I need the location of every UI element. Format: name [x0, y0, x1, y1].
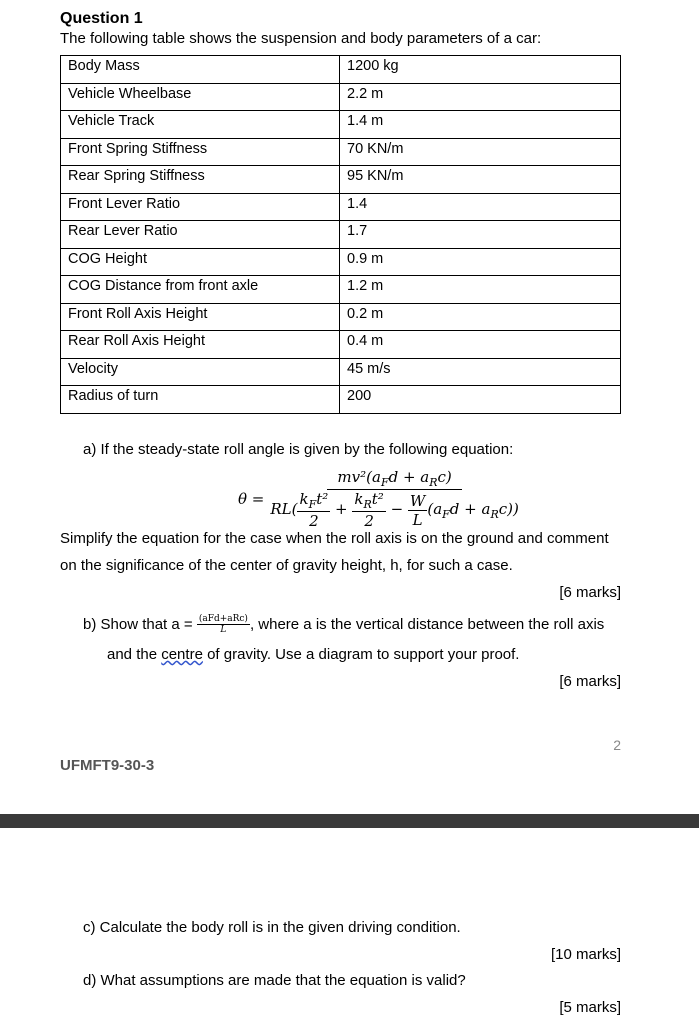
parameter-name: Rear Lever Ratio — [61, 221, 340, 249]
parameter-name: Front Spring Stiffness — [61, 138, 340, 166]
parameter-name: Body Mass — [61, 56, 340, 84]
table-row — [61, 358, 621, 386]
parameter-value: 70 KN/m — [340, 138, 621, 166]
parameter-value: 200 — [340, 386, 621, 414]
part-b-line2 — [107, 646, 519, 663]
parameter-value: 1.4 — [340, 193, 621, 221]
roll-angle-equation: θ = $mv^2(a_Fd + a_Rc)$ RL( $\frac{k_Ft^2}{2}$ + $\frac{k_Rt^2}{2}$ − $\frac{W}{L}$ $(a_Fd + a_Rc)$) — [238, 468, 519, 530]
part-a-marks: [6 marks] — [559, 584, 621, 601]
part-b-post: , where a is the vertical distance between the roll axis — [249, 616, 605, 633]
table-row — [61, 221, 621, 249]
parameter-name: COG Height — [61, 248, 340, 276]
part-a-text-3: on the significance of the center of gravity height, h, for such a case. — [60, 557, 513, 574]
table-row — [61, 248, 621, 276]
table-row — [61, 193, 621, 221]
parameter-value: 1200 kg — [340, 56, 621, 84]
p: and the — [107, 646, 162, 663]
parameter-value: 45 m/s — [340, 358, 621, 386]
parameter-value: 1.4 m — [340, 111, 621, 139]
page-separator — [0, 814, 699, 828]
table-row — [61, 83, 621, 111]
table-row — [61, 303, 621, 331]
parameter-value: 95 KN/m — [340, 166, 621, 194]
p2: of gravity. Use a diagram to support your proof. — [202, 646, 520, 663]
table-row — [61, 111, 621, 139]
part-a-text: a) If the steady-state roll angle is given by the following equation: — [83, 441, 514, 458]
parameter-name: Radius of turn — [61, 386, 340, 414]
part-b-pre: b) Show that a = — [83, 616, 197, 633]
footer-code: UFMFT9-30-3 — [60, 757, 155, 774]
part-c-text: c) Calculate the body roll is in the given driving condition. — [83, 919, 461, 936]
part-d-marks: [5 marks] — [559, 999, 621, 1016]
part-a-text-2: Simplify the equation for the case when the roll axis is on the ground and comment — [60, 530, 609, 547]
page-number: 2 — [613, 737, 621, 753]
parameters-table — [60, 55, 621, 414]
part-c-marks: [10 marks] — [550, 946, 621, 963]
table-row — [61, 276, 621, 304]
question-intro: The following table shows the suspension and body parameters of a car: — [60, 30, 542, 47]
frac-num: (aFd+aRc) — [198, 614, 248, 624]
table-row — [61, 166, 621, 194]
parameter-name: Rear Roll Axis Height — [61, 331, 340, 359]
parameter-value: 0.9 m — [340, 248, 621, 276]
table-row — [61, 138, 621, 166]
table-row — [61, 386, 621, 414]
parameter-name: Vehicle Track — [61, 111, 340, 139]
frac-den: L — [220, 625, 227, 635]
parameter-name: Vehicle Wheelbase — [61, 83, 340, 111]
parameter-value: 0.2 m — [340, 303, 621, 331]
table-row — [61, 56, 621, 84]
parameter-value: 1.2 m — [340, 276, 621, 304]
table-row — [61, 331, 621, 359]
parameter-value: 1.7 — [340, 221, 621, 249]
part-d-text: d) What assumptions are made that the equation is valid? — [83, 972, 466, 989]
parameter-value: 0.4 m — [340, 331, 621, 359]
part-b-marks: [6 marks] — [559, 673, 621, 690]
parameter-name: Rear Spring Stiffness — [61, 166, 340, 194]
parameter-name: COG Distance from front axle — [61, 276, 340, 304]
parameter-name: Front Lever Ratio — [61, 193, 340, 221]
parameter-name: Front Roll Axis Height — [61, 303, 340, 331]
parameter-value: 2.2 m — [340, 83, 621, 111]
spellcheck-word: centre — [161, 646, 203, 663]
parameter-name: Velocity — [61, 358, 340, 386]
question-title: Question 1 — [60, 10, 143, 27]
part-b-text — [83, 614, 604, 635]
